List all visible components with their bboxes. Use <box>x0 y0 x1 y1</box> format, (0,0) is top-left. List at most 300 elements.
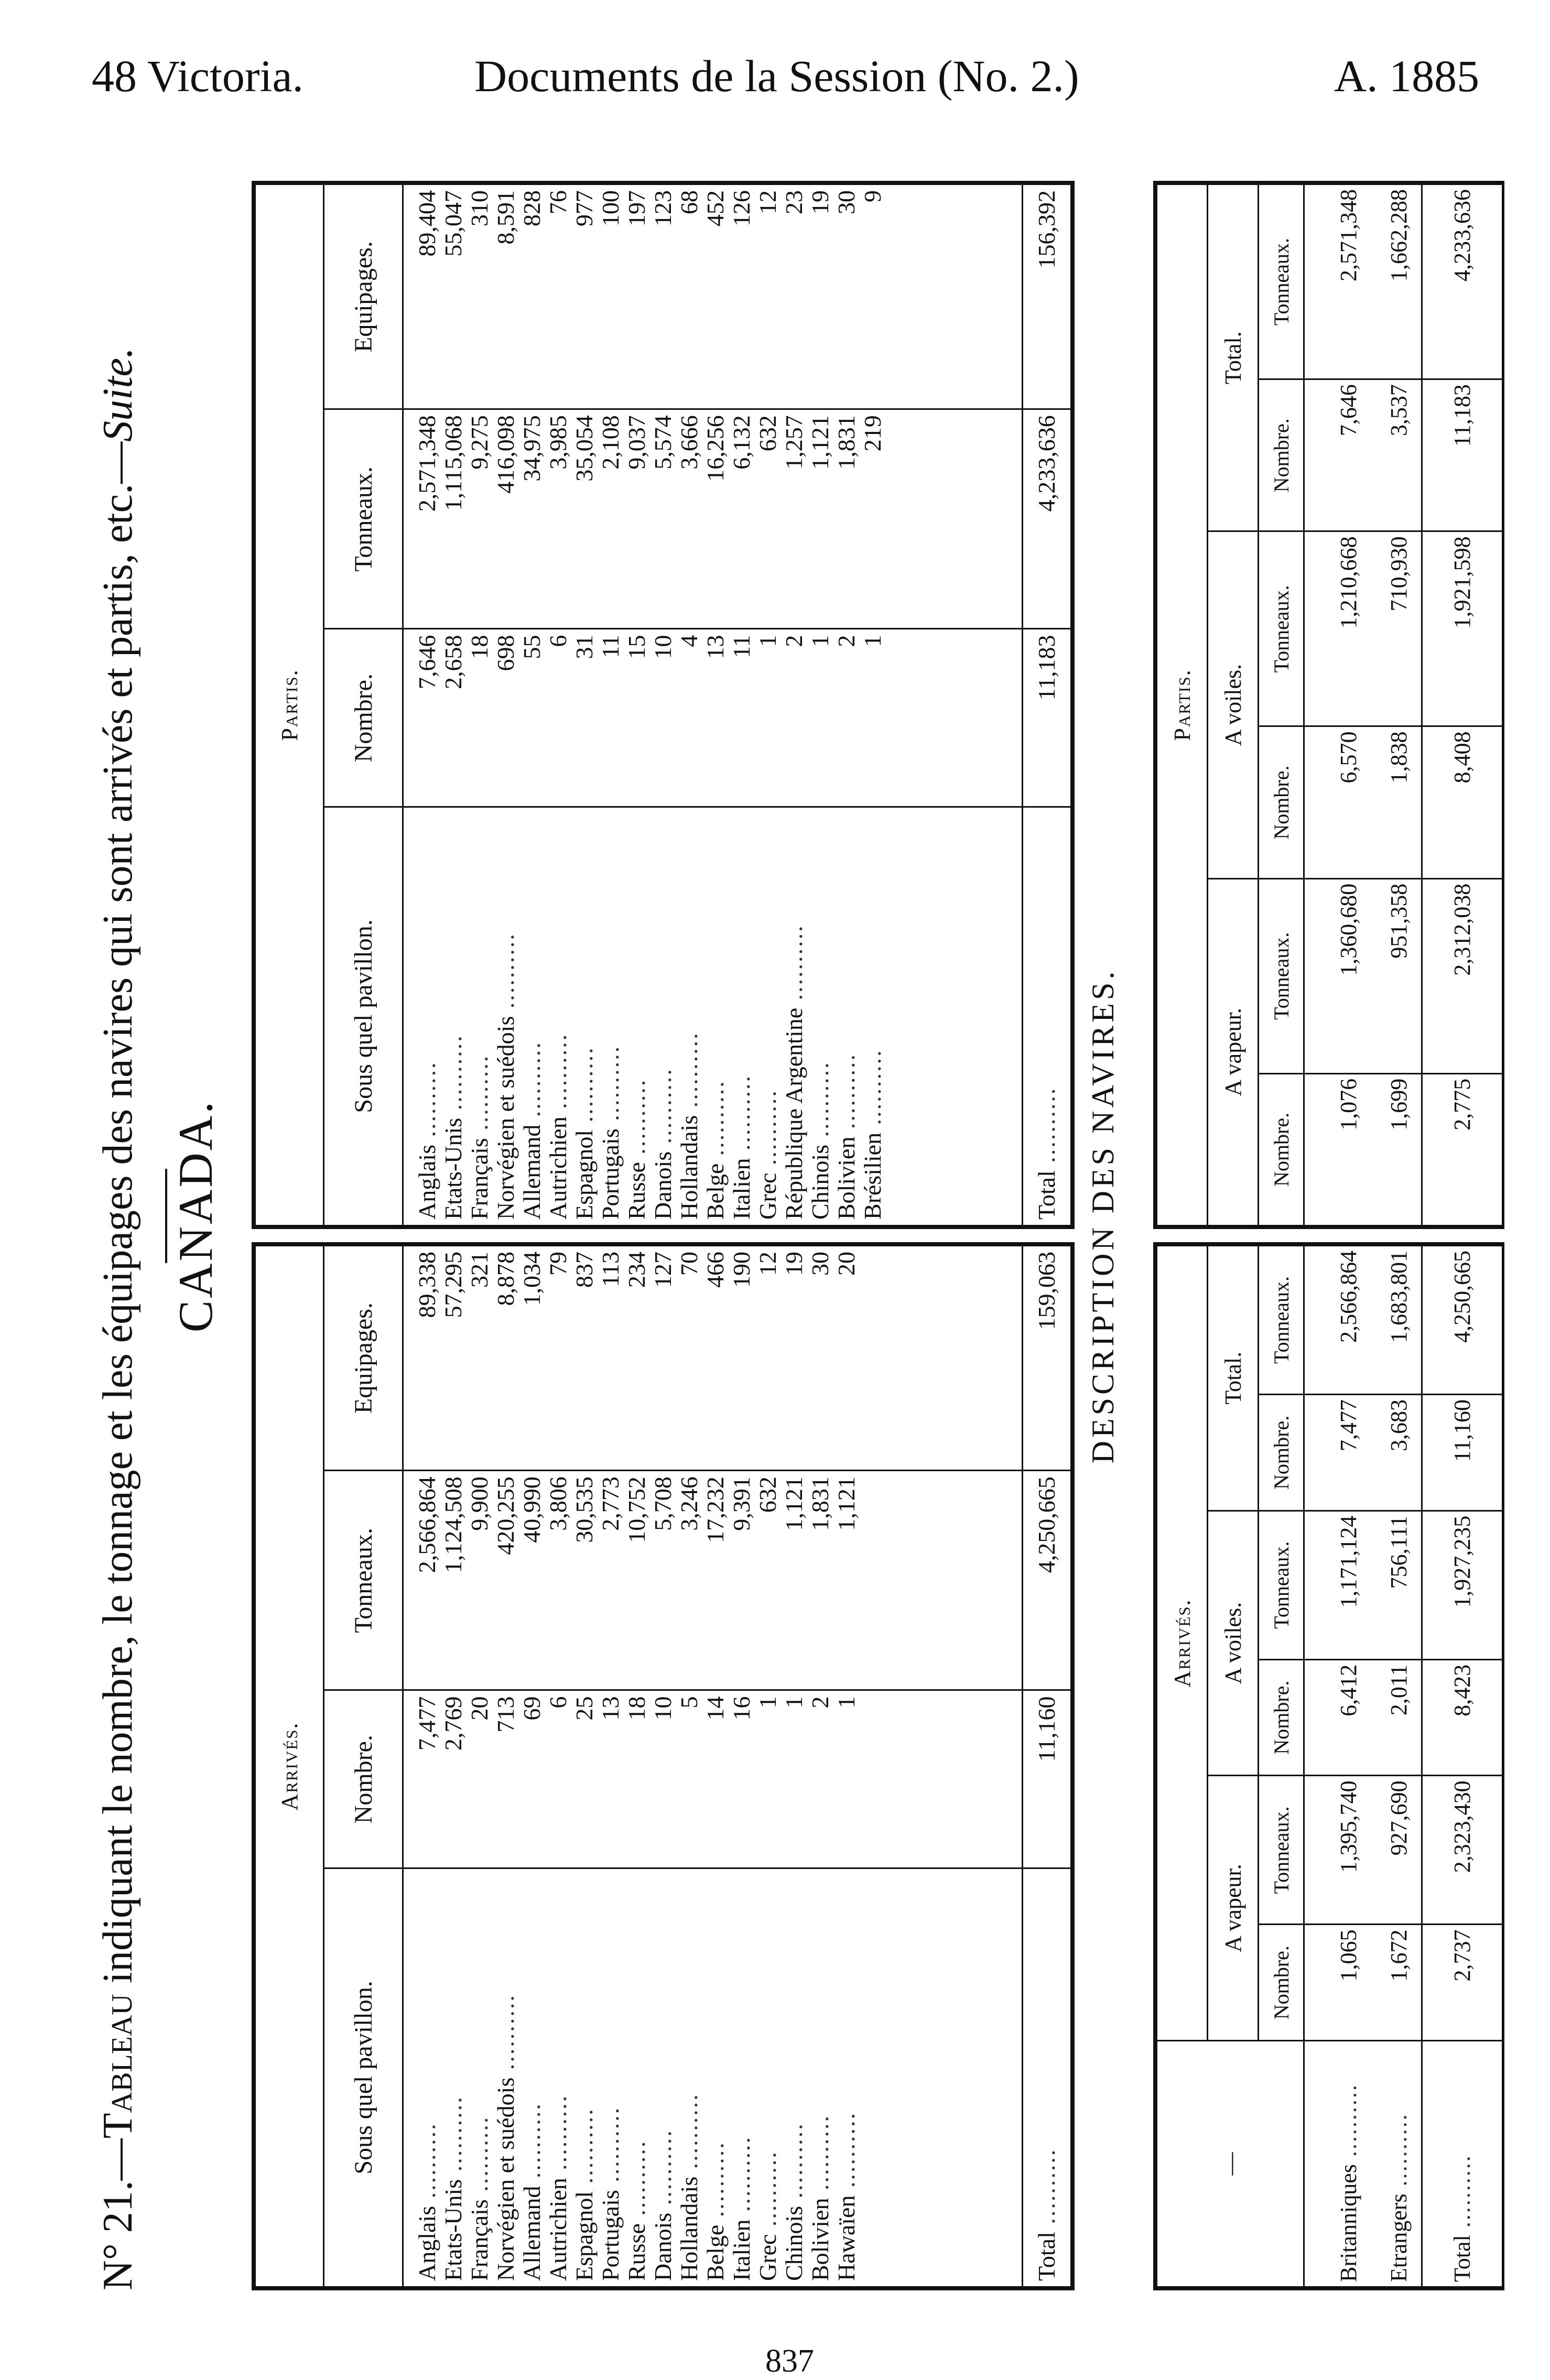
arrives-table <box>254 1245 1072 2288</box>
cell-nombre: 2,658 <box>440 629 467 807</box>
row-label-text: Britanniques <box>1335 2164 1361 2282</box>
dot-leader: .......... <box>649 2129 676 2213</box>
cell-tonneaux: 1,831 <box>807 1471 833 1690</box>
description-arrives-sub-tonneaux: Tonneaux. <box>1259 1246 1304 1395</box>
cell-equipages: 9 <box>860 184 886 409</box>
total-row <box>1422 1246 1502 2287</box>
partis-table-frame <box>252 181 1075 1229</box>
cell-flag-text: Portugais <box>597 2190 624 2281</box>
cell-nombre: 2 <box>781 629 807 807</box>
cell-tonneaux: 5,708 <box>650 1471 676 1690</box>
cell-flag <box>755 807 781 1225</box>
filler-cell <box>886 184 1023 409</box>
cell-equipages: 30 <box>833 184 860 409</box>
cell-equipages: 310 <box>467 184 493 409</box>
cell-value: 1,683,801 <box>1376 1246 1422 1395</box>
cell-nombre: 13 <box>702 629 729 807</box>
dot-leader: .......... <box>571 1046 598 1130</box>
dot-leader: .......... <box>728 2136 755 2220</box>
description-partis-sub-tonneaux: Tonneaux. <box>1259 878 1304 1073</box>
cell-flag <box>807 807 833 1225</box>
cell-equipages: 79 <box>545 1246 571 1471</box>
cell-flag <box>676 1868 702 2287</box>
cell-tonneaux: 2,108 <box>598 409 624 629</box>
cell-nombre: 11 <box>729 629 755 807</box>
title-number: N° 21.— <box>95 2138 141 2290</box>
dot-leader: .......... <box>597 1045 624 1129</box>
cell-equipages: 23 <box>781 184 807 409</box>
dot-leader: .......... <box>807 1061 833 1145</box>
table-row <box>1376 184 1422 1226</box>
cell-nombre: 6 <box>545 1690 571 1868</box>
cell-equipages: 8,878 <box>493 1246 519 1471</box>
dot-leader: .......... <box>702 1080 729 1164</box>
cell-equipages: 452 <box>702 184 729 409</box>
arrives-table-frame <box>252 1242 1075 2290</box>
cell-nombre: 14 <box>702 1690 729 1868</box>
cell-flag <box>650 807 676 1225</box>
row-label <box>1376 2041 1422 2287</box>
table-row <box>493 1246 519 2287</box>
dot-leader: .......... <box>833 2112 860 2196</box>
cell-value: 2,011 <box>1376 1659 1422 1776</box>
cell-flag-text: Etats-Unis <box>440 2179 467 2281</box>
table-row <box>440 1246 467 2287</box>
cell-flag <box>545 1868 571 2287</box>
filler-cell <box>860 1471 1023 1690</box>
table-row <box>807 1246 833 2287</box>
dot-leader: .......... <box>1033 2148 1060 2232</box>
description-partis-table <box>1156 183 1502 1226</box>
description-partis-sub-nombre: Nombre. <box>1259 726 1304 878</box>
table-row <box>440 184 467 1226</box>
filler-cell <box>886 409 1023 629</box>
arrives-header-flag: Sous quel pavillon. <box>324 1868 403 2287</box>
cell-flag-text: Italien <box>728 2219 755 2281</box>
cell-tonneaux: 3,985 <box>545 409 571 629</box>
description-arrives-group-voiles: A voiles. <box>1208 1510 1259 1776</box>
cell-nombre: 69 <box>519 1690 545 1868</box>
cell-tonneaux: 10,752 <box>624 1471 650 1690</box>
total-label <box>1023 807 1071 1225</box>
description-title: DESCRIPTION DES NAVIRES. <box>1086 968 1120 1464</box>
table-row <box>781 1246 807 2287</box>
cell-nombre: 5 <box>676 1690 702 1868</box>
description-arrives-body <box>1304 1246 1502 2287</box>
dot-leader: .......... <box>545 2094 571 2178</box>
partis-header-nombre: Nombre. <box>324 629 403 807</box>
description-arrives-sub-nombre: Nombre. <box>1259 1395 1304 1511</box>
description-partis-caption: Partis. <box>1157 184 1208 1226</box>
cell-equipages: 55,047 <box>440 184 467 409</box>
total-label-text: Total <box>1449 2235 1475 2282</box>
total-tonneaux: 4,233,636 <box>1023 409 1071 629</box>
dot-leader: .......... <box>518 2102 545 2186</box>
cell-nombre: 2,769 <box>440 1690 467 1868</box>
description-arrives-sub-tonneaux: Tonneaux. <box>1259 1510 1304 1659</box>
description-partis-body <box>1304 184 1502 1226</box>
cell-value: 927,690 <box>1376 1776 1422 1925</box>
cell-flag-text: Russe <box>623 2223 650 2281</box>
cell-nombre: 1 <box>755 1690 781 1868</box>
total-value: 2,323,430 <box>1422 1776 1502 1925</box>
cell-flag-text: République Argentine <box>781 1007 807 1220</box>
total-value: 11,160 <box>1422 1395 1502 1511</box>
table-row <box>1304 1246 1376 2287</box>
cell-flag <box>519 1868 545 2287</box>
cell-nombre: 1 <box>781 1690 807 1868</box>
cell-flag <box>403 807 441 1225</box>
cell-nombre: 1 <box>833 1690 860 1868</box>
cell-tonneaux: 34,975 <box>519 409 545 629</box>
arrives-header-nombre: Nombre. <box>324 1690 403 1868</box>
cell-nombre: 16 <box>729 1690 755 1868</box>
partis-caption: Partis. <box>255 184 324 1226</box>
cell-flag-text: Espagnol <box>571 1129 598 1220</box>
cell-tonneaux: 416,098 <box>493 409 519 629</box>
dot-leader: .......... <box>623 2139 650 2224</box>
total-value: 4,233,636 <box>1422 184 1502 379</box>
cell-tonneaux: 9,391 <box>729 1471 755 1690</box>
cell-flag-text: Italien <box>728 1158 755 1220</box>
description-partis-sub-tonneaux: Tonneaux. <box>1259 531 1304 726</box>
cell-flag-text: Hawaïen <box>833 2195 860 2281</box>
cell-tonneaux: 632 <box>755 409 781 629</box>
cell-flag-text: Portugais <box>597 1128 624 1220</box>
cell-tonneaux: 9,275 <box>467 409 493 629</box>
cell-equipages: 1,034 <box>519 1246 545 1471</box>
table-row <box>493 184 519 1226</box>
cell-value: 1,171,124 <box>1304 1510 1376 1659</box>
description-partis-sub-nombre: Nombre. <box>1259 1073 1304 1225</box>
section-title: CANADA. <box>169 1099 222 1333</box>
filler-cell <box>860 1868 1023 2287</box>
dot-leader: .......... <box>807 2114 833 2198</box>
cell-flag <box>807 1868 833 2287</box>
cell-value: 1,699 <box>1376 1073 1422 1225</box>
cell-tonneaux: 2,571,348 <box>403 409 441 629</box>
description-arrives-sub-tonneaux: Tonneaux. <box>1259 1776 1304 1925</box>
total-row <box>1023 1246 1071 2287</box>
cell-value: 1,395,740 <box>1304 1776 1376 1925</box>
cell-nombre: 55 <box>519 629 545 807</box>
cell-tonneaux: 1,121 <box>833 1471 860 1690</box>
cell-nombre: 698 <box>493 629 519 807</box>
partis-header-equipages: Equipages. <box>324 184 403 409</box>
cell-flag-text: Bolivien <box>807 2198 833 2281</box>
cell-tonneaux: 632 <box>755 1471 781 1690</box>
dot-leader: .......... <box>414 2122 440 2206</box>
cell-flag <box>571 1868 598 2287</box>
cell-nombre: 10 <box>650 629 676 807</box>
total-row <box>1023 184 1071 1226</box>
cell-equipages: 123 <box>650 184 676 409</box>
cell-flag-text: Anglais <box>414 2205 440 2281</box>
cell-flag <box>781 1868 807 2287</box>
cell-value: 756,111 <box>1376 1510 1422 1659</box>
filler-cell <box>886 807 1023 1225</box>
cell-tonneaux: 3,246 <box>676 1471 702 1690</box>
cell-flag <box>755 1868 781 2287</box>
table-row <box>755 184 781 1226</box>
cell-flag <box>729 1868 755 2287</box>
arrives-table-body <box>403 1246 1071 2287</box>
cell-flag-text: Russe <box>623 1162 650 1220</box>
description-arrives-group-vapeur: A vapeur. <box>1208 1776 1259 2041</box>
row-label-text: Etrangers <box>1385 2193 1412 2282</box>
cell-nombre: 11 <box>598 629 624 807</box>
total-label <box>1023 1868 1071 2287</box>
table-row <box>729 1246 755 2287</box>
total-label-text: Total <box>1033 2232 1060 2281</box>
description-partis-frame <box>1153 181 1504 1229</box>
dot-leader: .......... <box>440 2095 467 2179</box>
cell-tonneaux: 1,115,068 <box>440 409 467 629</box>
dot-leader: .......... <box>781 2122 807 2206</box>
total-equipages: 156,392 <box>1023 184 1071 409</box>
cell-value: 3,537 <box>1376 379 1422 531</box>
cell-flag <box>598 1868 624 2287</box>
dot-leader: .......... <box>781 924 807 1008</box>
cell-value: 2,566,864 <box>1304 1246 1376 1395</box>
cell-tonneaux: 40,990 <box>519 1471 545 1690</box>
cell-nombre: 7,646 <box>403 629 441 807</box>
total-tonneaux: 4,250,665 <box>1023 1471 1071 1690</box>
cell-flag <box>519 807 545 1225</box>
cell-nombre: 713 <box>493 1690 519 1868</box>
total-value: 8,408 <box>1422 726 1502 878</box>
dot-leader: .......... <box>833 1053 860 1137</box>
table-row <box>676 184 702 1226</box>
dot-leader: .......... <box>754 1089 781 1173</box>
cell-flag-text: Français <box>466 2199 493 2281</box>
cell-equipages: 113 <box>598 1246 624 1471</box>
total-label-text: Total <box>1033 1170 1060 1220</box>
dot-leader: .......... <box>1385 2113 1412 2194</box>
dot-leader: .......... <box>492 1994 519 2078</box>
cell-nombre: 2 <box>807 1690 833 1868</box>
cell-equipages: 19 <box>807 184 833 409</box>
dot-leader: .......... <box>492 932 519 1016</box>
table-row <box>467 184 493 1226</box>
cell-flag <box>833 1868 860 2287</box>
table-row <box>403 184 441 1226</box>
cell-tonneaux: 1,257 <box>781 409 807 629</box>
cell-flag-text: Espagnol <box>571 2191 598 2281</box>
filler-row <box>886 184 1023 1226</box>
cell-value: 1,672 <box>1376 1925 1422 2041</box>
table-row <box>702 184 729 1226</box>
description-partis-sub-tonneaux: Tonneaux. <box>1259 184 1304 379</box>
cell-flag-text: Allemand <box>518 1124 545 1220</box>
page-number: 837 <box>765 2343 814 2379</box>
table-row <box>1376 1246 1422 2287</box>
cell-value: 7,477 <box>1304 1395 1376 1511</box>
total-value: 1,927,235 <box>1422 1510 1502 1659</box>
cell-flag-text: Grec <box>754 2234 781 2281</box>
cell-tonneaux: 16,256 <box>702 409 729 629</box>
running-header-center: Documents de la Session (No. 2.) <box>474 51 1079 101</box>
dot-leader: .......... <box>518 1041 545 1125</box>
table-row <box>781 184 807 1226</box>
table-row <box>545 184 571 1226</box>
cell-equipages: 321 <box>467 1246 493 1471</box>
cell-equipages: 100 <box>598 184 624 409</box>
total-value: 2,312,038 <box>1422 878 1502 1073</box>
cell-equipages: 837 <box>571 1246 598 1471</box>
cell-equipages: 977 <box>571 184 598 409</box>
cell-value: 6,570 <box>1304 726 1376 878</box>
cell-flag-text: Brésilien <box>859 1132 886 1220</box>
cell-flag-text: Chinois <box>781 2205 807 2281</box>
row-label <box>1304 2041 1376 2287</box>
dot-leader: .......... <box>754 2150 781 2234</box>
title-suite: Suite. <box>95 347 141 442</box>
total-nombre: 11,160 <box>1023 1690 1071 1868</box>
description-arrives-frame <box>1153 1242 1504 2290</box>
cell-tonneaux: 219 <box>860 409 886 629</box>
cell-tonneaux: 3,806 <box>545 1471 571 1690</box>
cell-equipages: 19 <box>781 1246 807 1471</box>
cell-equipages: 20 <box>833 1246 860 1471</box>
cell-equipages: 12 <box>755 184 781 409</box>
table-row <box>1304 184 1376 1226</box>
table-row <box>571 1246 598 2287</box>
table-row <box>467 1246 493 2287</box>
cell-equipages: 70 <box>676 1246 702 1471</box>
section-rule <box>165 1169 167 1263</box>
dot-leader: .......... <box>702 2141 729 2225</box>
arrives-caption: Arrivés. <box>255 1246 324 2287</box>
arrives-header-equipages: Equipages. <box>324 1246 403 1471</box>
filler-cell <box>860 1690 1023 1868</box>
cell-tonneaux: 1,831 <box>833 409 860 629</box>
table-row <box>519 184 545 1226</box>
filler-row <box>860 1246 1023 2287</box>
table-row <box>833 1246 860 2287</box>
table-row <box>755 1246 781 2287</box>
cell-equipages: 89,338 <box>403 1246 441 1471</box>
cell-nombre: 7,477 <box>403 1690 441 1868</box>
cell-flag-text: Danois <box>649 1151 676 1220</box>
total-value: 2,775 <box>1422 1073 1502 1225</box>
cell-flag-text: Hollandais <box>676 1115 702 1220</box>
cell-value: 6,412 <box>1304 1659 1376 1776</box>
cell-equipages: 89,404 <box>403 184 441 409</box>
total-label <box>1422 2041 1502 2287</box>
dot-leader: .......... <box>728 1074 755 1158</box>
table-row <box>650 184 676 1226</box>
cell-equipages: 68 <box>676 184 702 409</box>
table-row <box>860 184 886 1226</box>
cell-nombre: 13 <box>598 1690 624 1868</box>
dot-leader: .......... <box>466 1054 493 1138</box>
table-row <box>676 1246 702 2287</box>
table-row <box>833 184 860 1226</box>
cell-flag-text: Chinois <box>807 1144 833 1220</box>
cell-equipages: 57,295 <box>440 1246 467 1471</box>
cell-flag-text: Allemand <box>518 2186 545 2281</box>
cell-flag <box>781 807 807 1225</box>
cell-flag <box>624 1868 650 2287</box>
title-word: Tableau <box>95 1994 141 2139</box>
cell-flag <box>403 1868 441 2287</box>
cell-nombre: 31 <box>571 629 598 807</box>
cell-flag-text: Etats-Unis <box>440 1117 467 1220</box>
cell-flag <box>467 1868 493 2287</box>
cell-flag <box>729 807 755 1225</box>
description-arrives-sub-nombre: Nombre. <box>1259 1925 1304 2041</box>
description-partis-group-voiles: A voiles. <box>1208 531 1259 878</box>
cell-nombre: 18 <box>467 629 493 807</box>
table-row <box>624 1246 650 2287</box>
title-text: indiquant le nombre, le tonnage et les équipages des navires qui sont arrivés et partis, etc.— <box>95 441 141 1994</box>
dot-leader: .......... <box>676 1031 702 1115</box>
cell-flag-text: Autrichien <box>545 2178 571 2281</box>
cell-flag <box>860 807 886 1225</box>
rotated-page-body <box>73 131 1510 2301</box>
partis-header-tonneaux: Tonneaux. <box>324 409 403 629</box>
cell-tonneaux: 1,121 <box>781 1471 807 1690</box>
dot-leader: .......... <box>414 1061 440 1145</box>
description-arrives-caption: Arrivés. <box>1157 1246 1208 2041</box>
cell-flag-text: Belge <box>702 2224 729 2281</box>
description-partis-sub-nombre: Nombre. <box>1259 379 1304 531</box>
cell-equipages: 466 <box>702 1246 729 1471</box>
cell-value: 1,065 <box>1304 1925 1376 2041</box>
cell-nombre: 2 <box>833 629 860 807</box>
cell-value: 2,571,348 <box>1304 184 1376 379</box>
cell-tonneaux: 30,535 <box>571 1471 598 1690</box>
dot-leader: .......... <box>1449 2154 1475 2235</box>
total-row <box>1422 184 1502 1226</box>
cell-nombre: 1 <box>755 629 781 807</box>
cell-flag-text: Norvégien et suédois <box>492 1016 519 1220</box>
cell-flag <box>624 807 650 1225</box>
cell-flag-text: Norvégien et suédois <box>492 2077 519 2281</box>
cell-value: 1,210,668 <box>1304 531 1376 726</box>
cell-flag <box>545 807 571 1225</box>
cell-flag-text: Autrichien <box>545 1116 571 1220</box>
partis-header-flag: Sous quel pavillon. <box>324 807 403 1225</box>
cell-equipages: 126 <box>729 184 755 409</box>
table-row <box>598 1246 624 2287</box>
cell-tonneaux: 3,666 <box>676 409 702 629</box>
dot-leader: .......... <box>597 2106 624 2190</box>
description-arrives-table <box>1156 1245 1502 2288</box>
dot-leader: .......... <box>649 1068 676 1151</box>
dot-leader: .......... <box>440 1034 467 1118</box>
cell-nombre: 1 <box>860 629 886 807</box>
cell-equipages: 190 <box>729 1246 755 1471</box>
cell-tonneaux: 1,121 <box>807 409 833 629</box>
cell-flag <box>598 807 624 1225</box>
filler-cell <box>860 1246 1023 1471</box>
cell-value: 1,838 <box>1376 726 1422 878</box>
table-row <box>403 1246 441 2287</box>
filler-cell <box>886 629 1023 807</box>
table-row <box>598 184 624 1226</box>
cell-tonneaux: 1,124,508 <box>440 1471 467 1690</box>
cell-flag-text: Hollandais <box>676 2176 702 2281</box>
cell-flag <box>833 807 860 1225</box>
partis-table-body <box>403 184 1071 1226</box>
description-arrives-group-total: Total. <box>1208 1246 1259 1511</box>
partis-table <box>254 183 1072 1226</box>
cell-equipages: 76 <box>545 184 571 409</box>
dot-leader: .......... <box>1335 2083 1361 2165</box>
cell-tonneaux: 35,054 <box>571 409 598 629</box>
